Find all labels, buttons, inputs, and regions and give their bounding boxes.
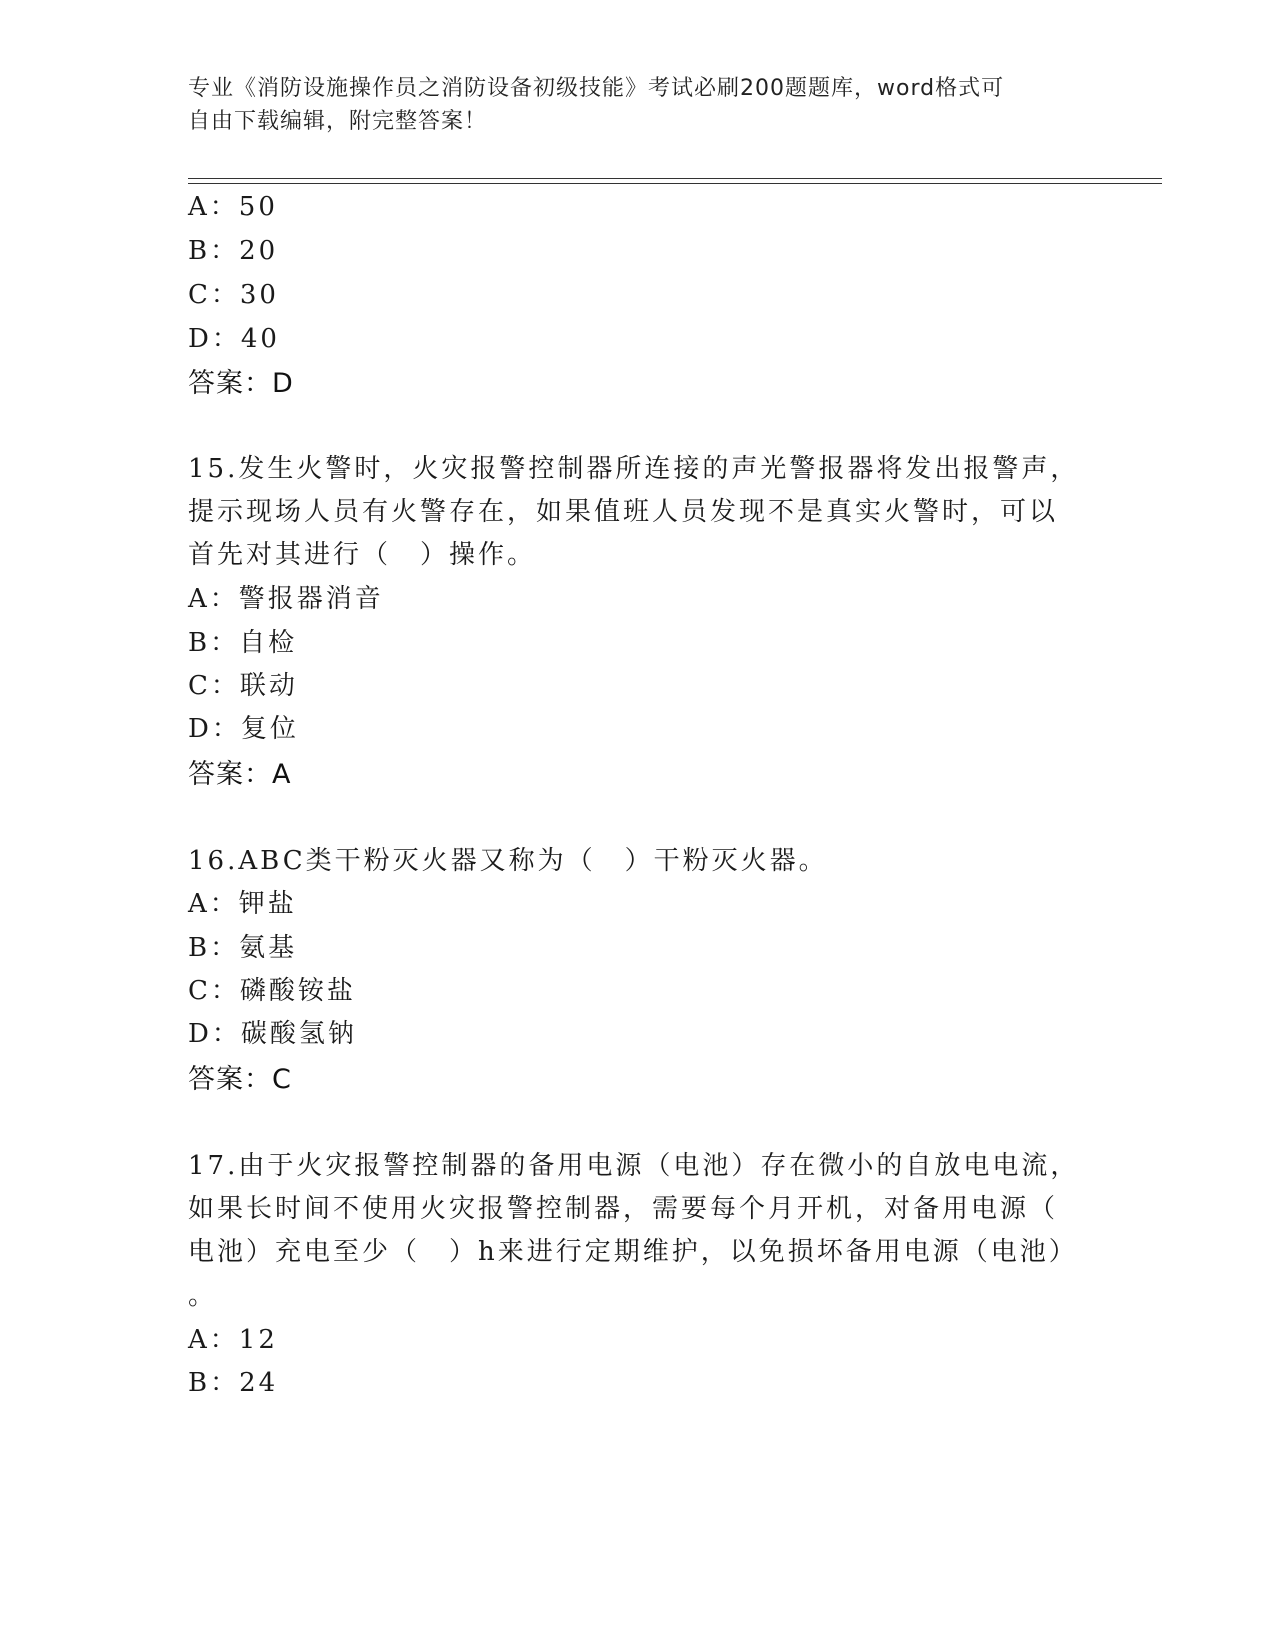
question-17-line-4: 。 <box>188 1281 218 1311</box>
header-double-rule <box>188 178 1162 184</box>
option-c: C：30 <box>188 280 279 310</box>
question-15-option-a: A：警报器消音 <box>188 584 384 614</box>
question-15-option-d: D：复位 <box>188 714 299 744</box>
question-16-answer: 答案：C <box>188 1064 292 1095</box>
question-15-option-b: B：自检 <box>188 628 298 658</box>
question-15-line-2: 提示现场人员有火警存在，如果值班人员发现不是真实火警时，可以 <box>188 497 1059 527</box>
question-15-option-c: C：联动 <box>188 671 298 701</box>
question-15-line-1: 15.发生火警时，火灾报警控制器所连接的声光警报器将发出报警声， <box>188 454 1080 484</box>
option-a: A：50 <box>188 192 278 222</box>
header-line-1: 专业《消防设施操作员之消防设备初级技能》考试必刷200题题库，word格式可 <box>188 76 1005 101</box>
question-17-option-a: A：12 <box>188 1325 278 1355</box>
question-16-option-a: A：钾盐 <box>188 889 297 919</box>
question-15-line-3: 首先对其进行（ ）操作。 <box>188 540 537 570</box>
answer-line: 答案：D <box>188 368 294 399</box>
question-17-line-2: 如果长时间不使用火灾报警控制器，需要每个月开机，对备用电源（ <box>188 1194 1059 1224</box>
document-header <box>188 72 1068 138</box>
option-d: D：40 <box>188 324 280 354</box>
question-17-line-3: 电池）充电至少（ ）h来进行定期维护，以免损坏备用电源（电池） <box>188 1237 1078 1267</box>
question-16-line-1: 16.ABC类干粉灭火器又称为（ ）干粉灭火器。 <box>188 846 828 876</box>
question-17-line-1: 17.由于火灾报警控制器的备用电源（电池）存在微小的自放电电流， <box>188 1151 1080 1181</box>
question-16-option-b: B：氨基 <box>188 933 298 963</box>
question-17-option-b: B：24 <box>188 1368 279 1398</box>
header-line-2: 自由下载编辑，附完整答案！ <box>188 109 488 134</box>
option-b: B：20 <box>188 236 279 266</box>
question-16-option-d: D：碳酸氢钠 <box>188 1019 357 1049</box>
question-16-option-c: C：磷酸铵盐 <box>188 976 356 1006</box>
question-15-answer: 答案：A <box>188 759 292 790</box>
